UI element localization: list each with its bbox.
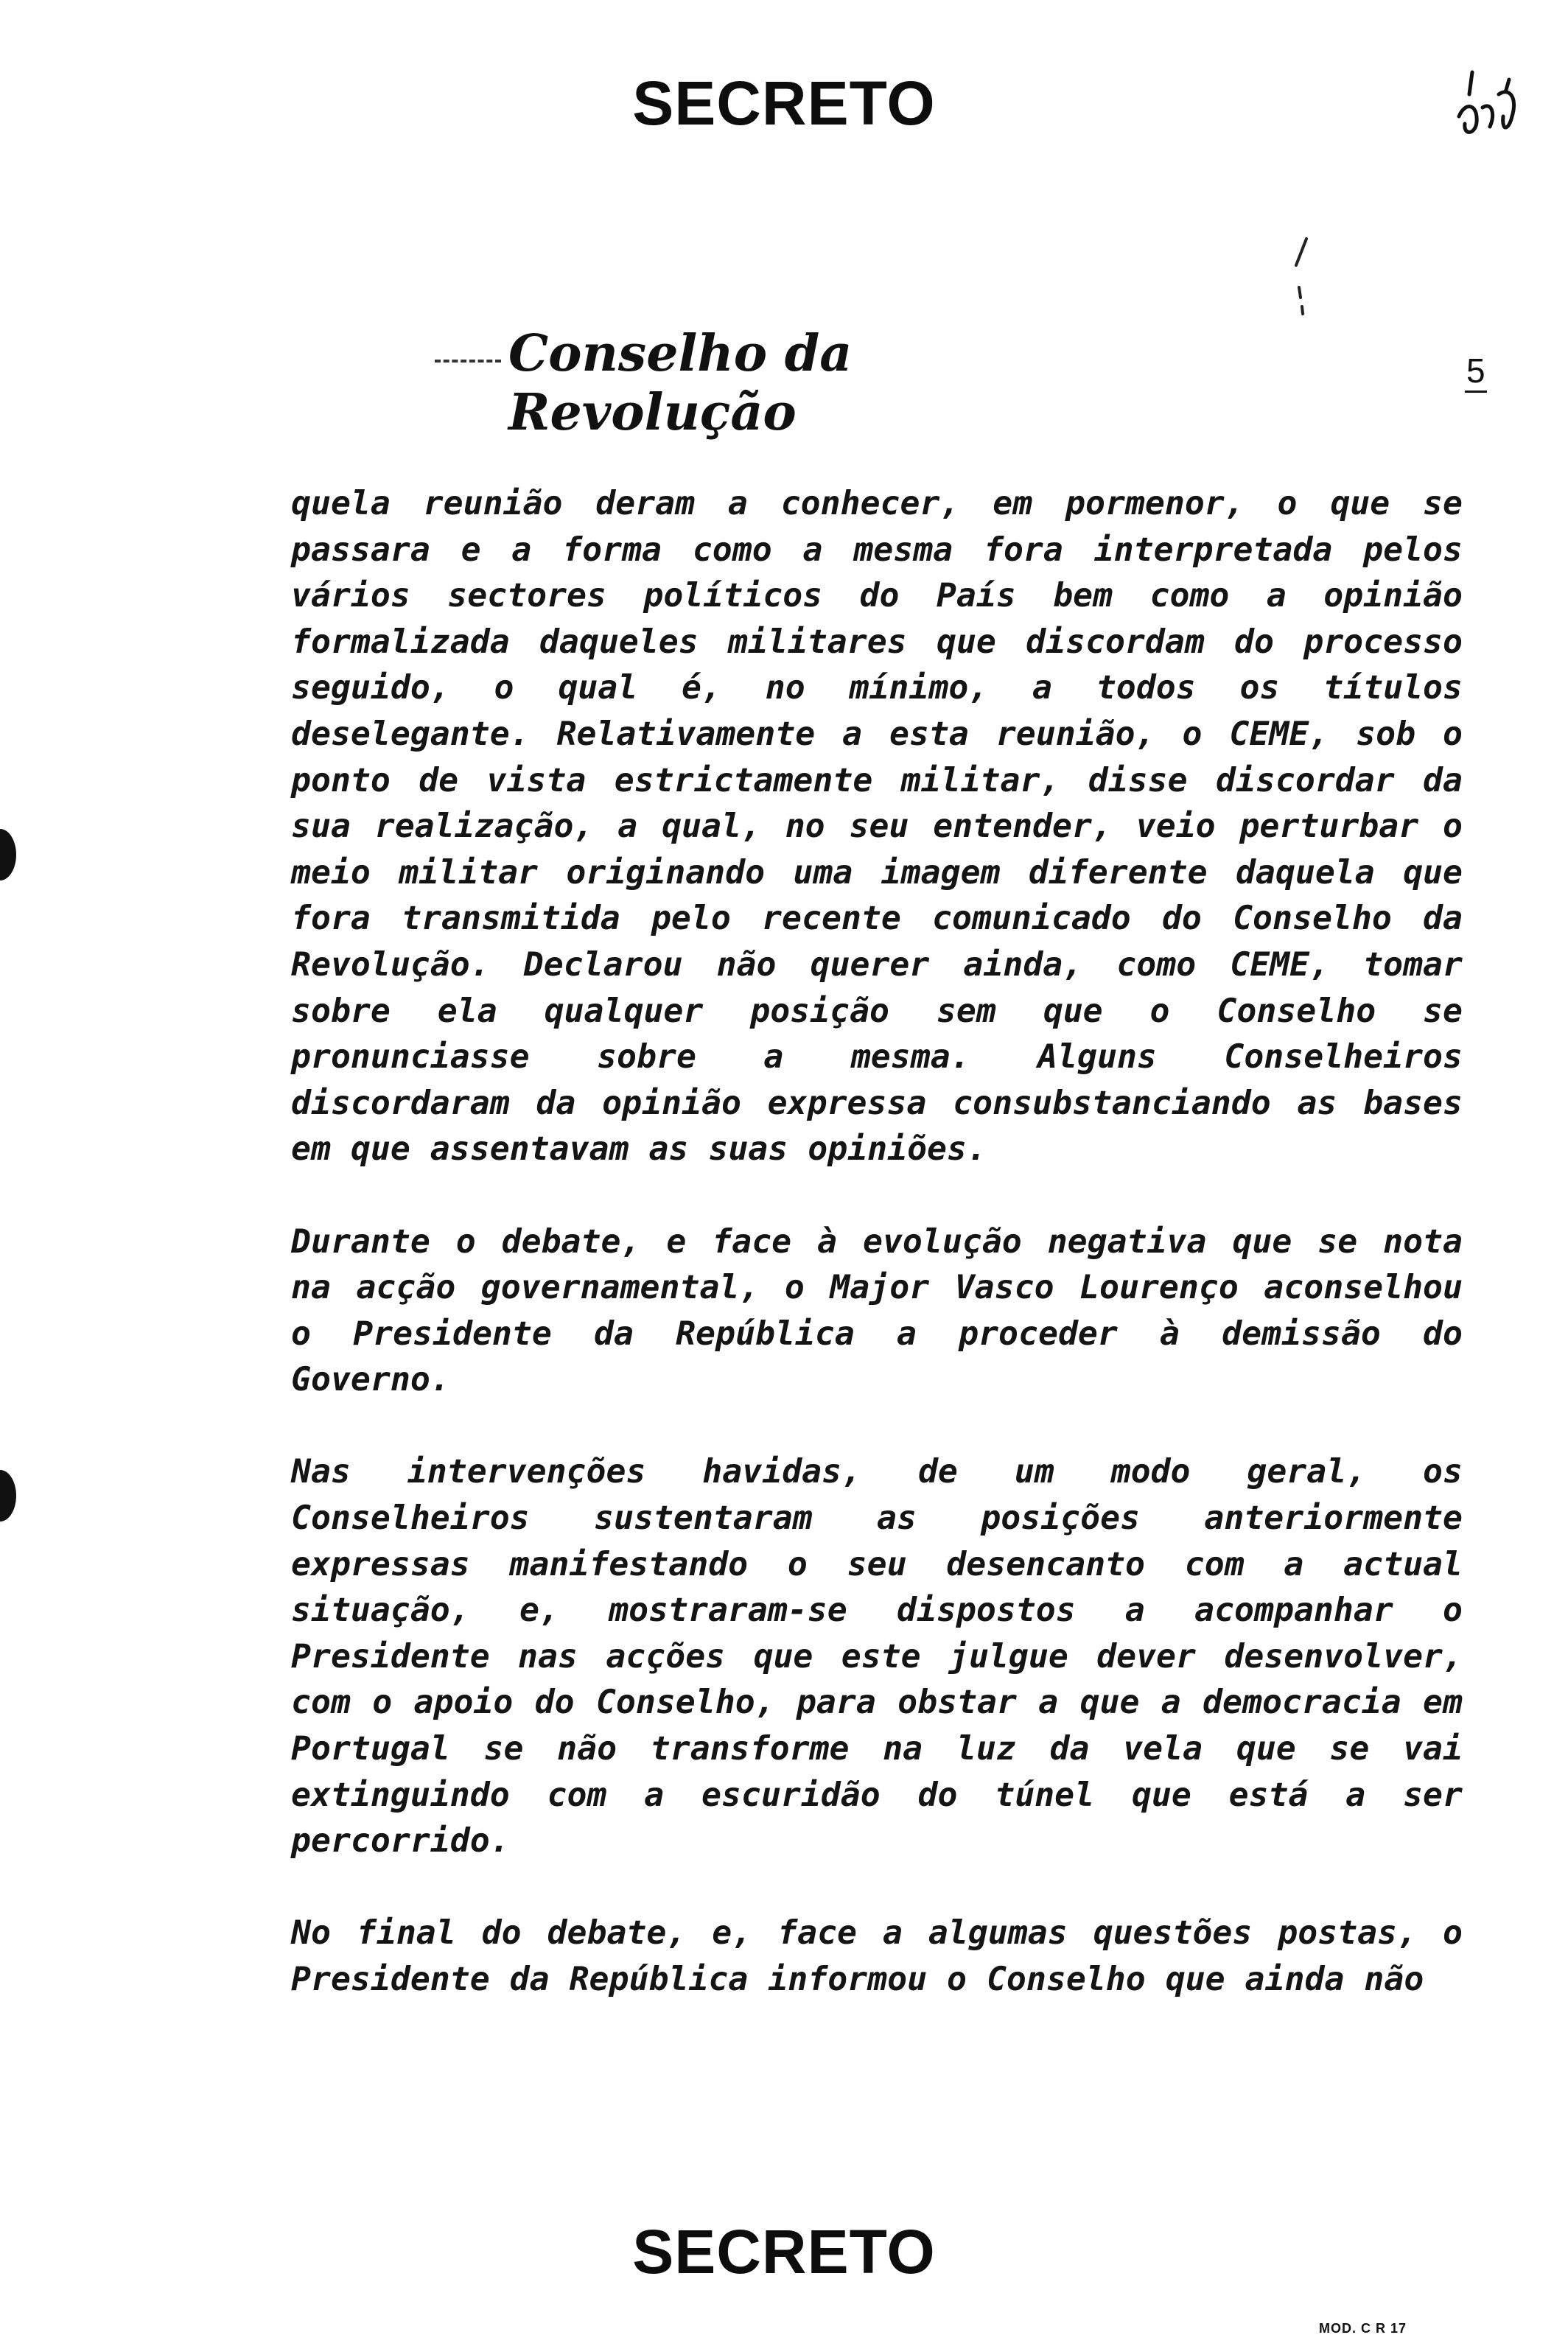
classification-stamp-bottom: SECRETO <box>632 2217 936 2286</box>
letterhead-title: Conselho da Revolução <box>508 324 853 442</box>
handwritten-initials <box>1450 65 1524 146</box>
binding-hole <box>0 1470 16 1522</box>
margin-mark <box>1286 236 1315 324</box>
page-number: 5 <box>1465 354 1487 393</box>
paragraph: No final do debate, e, face a algumas questões postas, o Presidente da República informou o Conselho que ainda não <box>291 1913 1463 1998</box>
classification-stamp-top: SECRETO <box>632 69 936 138</box>
body-text <box>291 480 1463 2048</box>
form-model-code: MOD. C R 17 <box>1319 2321 1407 2336</box>
binding-hole <box>0 829 16 880</box>
paragraph: quela reunião deram a conhecer, em pormenor, o que se passara e a forma como a mesma fora interpretada pelos vários sectores políticos do País bem como a opinião formalizada daqueles militares que discordam do processo seguido, o qual é, no mínimo, a todos os títulos deselegante. Relativamente a esta reunião, o CEME, sob o ponto de vista estrictamente militar, disse discordar da sua realização, a qual, no seu entender, veio perturbar o meio militar originando uma imagem diferente daquela que fora transmitida pelo recente comunicado do Conselho da Revolução. Declarou não querer ainda, como CEME, tomar sobre ela qualquer posição sem que o Conselho se pronunciasse sobre a mesma. Alguns Conselheiros discordaram da opinião expressa consubstanciando as bases em que assentavam as suas opiniões. <box>291 483 1463 1169</box>
paragraph: Nas intervenções havidas, de um modo geral, os Conselheiros sustentaram as posições anteriormente expressas manifestando o seu desencanto com a actual situação, e, mostraram-se dispostos a acompanhar o Presidente nas acções que este julgue dever desenvolver, com o apoio do Conselho, para obstar a que a democracia em Portugal se não transforme na luz da vela que se vai extinguindo com a escuridão do túnel que está a ser percorrido. <box>291 1452 1463 1860</box>
paragraph: Durante o debate, e face à evolução negativa que se nota na acção governamental, o Major Vasco Lourenço aconselhou o Presidente da República a proceder à demissão do Governo. <box>291 1221 1463 1399</box>
letterhead-dash <box>435 360 501 363</box>
